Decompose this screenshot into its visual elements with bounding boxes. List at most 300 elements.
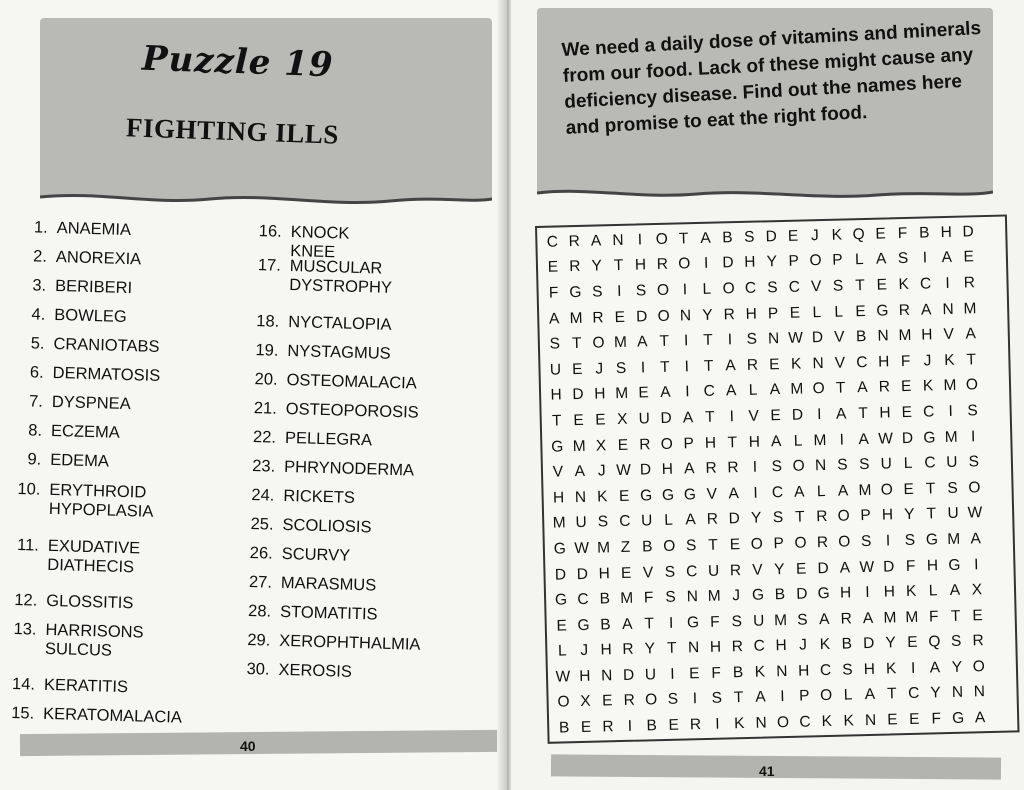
grid-letter: K [922,377,934,395]
grid-letter: H [600,641,612,659]
word-number: 15. [10,703,35,723]
grid-letter: K [898,275,910,294]
grid-letter: M [552,514,566,532]
grid-letter: U [640,512,653,530]
grid-letter: I [684,358,690,376]
grid-letter: D [817,559,829,577]
word-number: 12. [14,590,38,610]
grid-letter: K [843,712,855,730]
word-number: 2. [32,247,48,266]
grid-letter: R [592,308,604,327]
word-number: 21. [253,399,278,418]
grid-letter: R [840,610,853,628]
grid-letter: W [574,539,590,558]
word-name: BOWLEG [54,305,127,327]
word-name: NYSTAGMUS [287,341,391,363]
word-number: 16. [258,222,282,241]
grid-letter: T [835,379,846,398]
grid-letter: E [903,480,915,498]
grid-letter: C [919,275,932,293]
grid-letter: P [767,304,779,322]
word-number: 30. [246,659,270,679]
grid-letter: U [752,612,765,630]
grid-letter: T [613,257,624,275]
grid-letter: E [595,411,606,429]
grid-letter: M [943,377,957,395]
word-name: KERATITIS [43,675,129,697]
grid-letter: A [725,356,736,375]
grid-letter: C [577,590,589,609]
grid-letter: S [968,453,980,471]
word-number: 28. [247,601,272,621]
grid-letter: K [596,488,608,506]
grid-letter: D [572,386,584,404]
grid-letter: E [614,308,626,326]
grid-letter: O [819,687,833,705]
grid-letter: K [885,660,897,678]
grid-letter: T [858,404,869,423]
grid-letter: A [793,483,805,501]
grid-letter: I [668,614,674,632]
grid-letter: E [580,718,592,737]
grid-letter: O [663,537,676,555]
grid-letter: H [579,667,591,685]
word-name: XEROSIS [278,660,353,681]
grid-letter: D [722,254,734,272]
grid-letter: D [765,227,777,246]
grid-letter: E [795,559,807,578]
grid-letter: F [897,224,908,242]
grid-letter: D [791,406,804,424]
word-list-item [8,620,144,662]
grid-letter: F [709,613,720,631]
grid-letter: M [947,530,961,548]
grid-letter: A [574,462,586,481]
grid-letter: I [682,281,688,299]
grid-letter: E [963,248,975,266]
word-name: EXUDATIVE DIATHECIS [47,536,141,577]
grid-letter: H [598,564,611,583]
grid-letter: G [577,616,590,634]
grid-letter: U [644,666,657,684]
word-name: DERMATOSIS [52,363,161,385]
word-list-item [249,399,419,423]
word-list-item [243,602,378,625]
grid-letter: C [685,562,698,580]
word-list-item [15,392,131,414]
grid-letter: L [854,251,864,269]
grid-letter: E [855,302,866,320]
grid-letter: W [555,668,571,686]
grid-letter: A [857,379,868,397]
grid-letter: V [706,485,718,503]
grid-letter: O [592,334,605,352]
puzzle-title: Puzzle 19 [141,38,335,86]
word-number: 3. [32,276,47,295]
word-list-item [251,312,392,335]
word-name: NYCTALOPIA [287,312,392,334]
grid-letter: E [638,384,649,402]
grid-letter: F [931,710,942,728]
page-number: 40 [240,738,256,754]
grid-letter: A [818,610,830,628]
grid-letter: T [678,230,689,248]
grid-letter: J [923,352,932,370]
grid-letter: I [727,331,733,349]
word-list-item [245,515,371,538]
grid-letter: I [692,690,698,708]
grid-letter: D [635,307,648,326]
grid-letter: A [949,581,961,600]
grid-letter: O [968,478,981,497]
grid-letter: E [601,692,613,710]
grid-letter: B [841,635,853,653]
grid-letter: E [547,258,559,277]
grid-letter: D [862,635,875,653]
grid-letter: S [591,283,603,301]
word-list-item [12,480,155,522]
grid-letter: L [664,512,674,530]
grid-letter: S [772,509,784,527]
grid-letter: O [812,380,825,398]
grid-letter: E [875,225,886,243]
word-list-item [15,363,160,386]
word-number: 18. [256,312,280,331]
grid-letter: U [947,505,959,523]
word-list-item [19,218,131,240]
grid-letter: M [963,299,977,318]
grid-letter: I [816,406,822,424]
grid-letter: I [922,249,928,267]
grid-letter: O [776,714,790,732]
grid-letter: S [685,537,697,555]
word-number: 27. [248,573,273,592]
grid-letter: H [744,254,756,272]
grid-letter: D [728,510,741,528]
grid-letter: T [659,332,670,351]
grid-letter: R [623,692,636,710]
word-number: 24. [251,486,275,505]
grid-letter: U [946,453,958,472]
grid-letter: S [842,661,853,679]
grid-letter: T [966,351,977,369]
word-name: SCURVY [281,544,351,565]
grid-letter: S [635,282,647,300]
grid-letter: M [813,431,827,449]
grid-letter: R [963,274,976,292]
grid-letter: O [880,481,894,499]
grid-letter: T [659,358,670,376]
grid-letter: P [798,687,810,706]
intro-banner [537,8,993,204]
grid-letter: L [557,642,567,660]
grid-letter: O [722,280,735,298]
grid-letter: A [590,232,602,250]
grid-letter: X [971,581,983,599]
grid-letter: G [925,531,939,549]
grid-letter: E [972,606,983,625]
word-name: KNOCK KNEE [289,223,350,262]
grid-letter: K [831,226,843,244]
word-number: 11. [16,536,40,555]
grid-letter: L [702,280,712,298]
grid-letter: I [715,715,720,733]
grid-letter: C [771,483,784,502]
grid-letter: W [616,461,632,480]
grid-letter: G [553,540,567,558]
grid-letter: S [860,532,872,551]
grid-letter: K [819,636,831,654]
grid-letter: V [642,563,654,581]
grid-letter: S [711,690,723,708]
grid-letter: P [788,252,800,271]
grid-letter: A [862,609,874,627]
word-list-item [241,660,352,682]
grid-letter: M [790,380,804,399]
word-number: 1. [33,218,48,237]
word-list-item [249,370,417,394]
grid-letter: S [904,531,916,549]
grid-letter: T [551,412,562,430]
grid-letter: A [621,615,633,633]
grid-letter: E [900,378,912,396]
word-number: 7. [28,392,44,411]
grid-letter: R [816,508,828,526]
grid-letter: B [774,586,786,604]
grid-letter: A [835,405,847,423]
grid-letter: T [794,508,805,527]
grid-letter: O [809,252,822,270]
word-list-item [14,421,120,443]
grid-letter: N [973,683,986,701]
grid-letter: D [882,557,895,576]
grid-letter: H [940,223,953,241]
grid-letter: T [708,536,718,554]
word-list-item [19,247,142,269]
grid-letter: R [746,356,759,374]
word-number: 25. [250,515,274,534]
banner-wave-edge [537,183,993,205]
grid-letter: J [595,360,604,378]
grid-letter: L [843,686,853,705]
grid-letter: S [667,691,679,709]
grid-letter: A [548,310,560,328]
grid-letter: P [860,507,871,525]
grid-letter: F [643,589,654,607]
grid-letter: R [898,301,911,319]
grid-letter: T [644,614,655,633]
word-name: STOMATITIS [279,602,378,624]
grid-letter: K [733,715,745,733]
grid-letter: H [881,506,894,524]
grid-letter: G [751,586,765,604]
grid-letter: A [682,409,694,427]
grid-letter: E [617,436,629,454]
grid-letter: I [839,431,845,449]
grid-letter: A [636,333,648,351]
grid-letter: S [664,563,676,581]
grid-letter: S [746,330,758,349]
grid-letter: D [901,429,914,447]
grid-letter: L [816,482,826,500]
grid-letter: U [707,562,720,580]
grid-letter: K [943,351,955,369]
grid-letter: C [907,685,920,703]
word-number: 8. [28,421,43,440]
word-name: MARASMUS [280,573,377,595]
word-name: OSTEOPOROSIS [285,399,419,422]
grid-letter: N [767,330,780,348]
grid-letter: T [926,505,937,523]
word-name: ECZEMA [50,421,121,442]
grid-letter: H [921,326,933,344]
grid-letter: A [974,709,986,727]
grid-letter: O [838,533,851,551]
grid-letter: H [594,385,606,403]
word-number: 23. [251,457,276,476]
grid-letter: L [928,582,938,600]
grid-letter: N [877,327,889,345]
grid-letter: A [660,384,671,402]
word-number: 22. [252,428,277,447]
grid-letter: U [638,410,651,428]
grid-letter: D [660,409,672,427]
word-name: ANOREXIA [55,248,142,269]
grid-letter: H [797,662,810,680]
grid-letter: R [569,258,581,276]
grid-letter: I [703,255,709,273]
grid-letter: X [595,436,607,455]
grid-letter: P [773,534,785,553]
grid-letter: H [661,460,674,479]
grid-letter: M [615,385,629,403]
grid-letter: O [837,507,850,526]
banner-wave-edge [40,189,492,211]
grid-letter: V [834,354,846,372]
grid-letter: H [883,583,896,601]
grid-letter: N [687,639,700,657]
grid-letter: T [703,331,713,350]
grid-letter: Y [930,684,941,702]
grid-letter: N [600,667,613,685]
grid-letter: F [548,284,559,302]
grid-letter: A [700,229,711,247]
word-name: ANAEMIA [56,219,132,240]
grid-letter: G [686,613,700,632]
word-name: GLOSSITIS [46,591,134,613]
grid-letter: A [683,460,695,478]
grid-letter: R [622,641,634,659]
grid-letter: R [639,435,651,454]
grid-letter: I [637,231,643,249]
grid-letter: O [965,376,979,394]
grid-letter: A [728,484,740,503]
grid-letter: S [549,335,561,353]
grid-letter: A [685,511,696,529]
word-number: 19. [255,341,279,360]
grid-letter: H [863,660,876,678]
grid-letter: B [918,224,930,242]
grid-letter: D [811,329,824,347]
grid-letter: W [878,429,894,448]
word-number: 13. [13,619,37,639]
grid-letter: V [748,407,760,425]
grid-letter: S [743,228,755,246]
grid-letter: E [770,407,781,425]
grid-letter: M [858,481,872,499]
grid-letter: H [550,386,562,405]
word-name: CRANIOTABS [53,334,160,356]
grid-letter: V [810,278,822,296]
grid-letter: S [797,611,808,629]
grid-letter: N [574,488,587,506]
grid-letter: I [627,717,633,735]
word-list-item [10,536,140,578]
grid-letter: H [877,353,890,371]
grid-letter: R [727,459,739,477]
grid-letter: M [707,587,721,605]
grid-letter: O [678,255,691,273]
grid-letter: R [706,510,719,529]
grid-letter: R [731,638,744,656]
grid-letter: X [616,410,628,429]
word-number: 29. [247,630,271,650]
grid-letter: E [901,403,913,422]
word-list-item [17,305,127,327]
grid-letter: H [745,305,757,323]
grid-letter: Y [591,257,603,276]
grid-letter: Q [852,225,865,244]
page-footer-bar [551,754,1001,779]
word-name: HARRISONS SULCUS [44,620,144,660]
grid-letter: R [878,378,891,397]
grid-letter: T [666,639,677,658]
word-name: EDEMA [50,450,110,471]
grid-letter: N [942,300,954,318]
grid-letter: H [879,404,891,422]
right-page [511,0,1024,790]
grid-letter: E [618,487,630,505]
word-number: 9. [27,450,42,469]
grid-letter: Y [885,634,896,652]
grid-letter: U [549,361,562,379]
grid-letter: T [727,433,738,451]
grid-letter: H [552,489,565,507]
grid-letter: D [639,461,652,479]
page-footer-bar [20,730,498,756]
grid-letter: S [731,612,743,631]
grid-letter: A [875,250,887,269]
grid-letter: O [656,281,670,300]
grid-letter: F [905,557,916,575]
grid-letter: Y [773,560,785,578]
grid-letter: R [705,459,717,478]
grid-letter: H [704,434,717,452]
grid-letter: A [769,381,781,399]
grid-letter: E [668,716,680,734]
grid-letter: I [885,532,891,550]
grid-letter: P [832,251,843,270]
grid-letter: G [551,437,564,456]
grid-letter: T [704,408,715,426]
grid-letter: J [798,636,808,654]
grid-letter: M [572,437,586,455]
grid-letter: R [689,716,702,734]
grid-letter: A [858,430,870,448]
grid-letter: G [661,486,675,504]
grid-letter: W [859,558,875,576]
grid-letter: J [732,587,741,605]
